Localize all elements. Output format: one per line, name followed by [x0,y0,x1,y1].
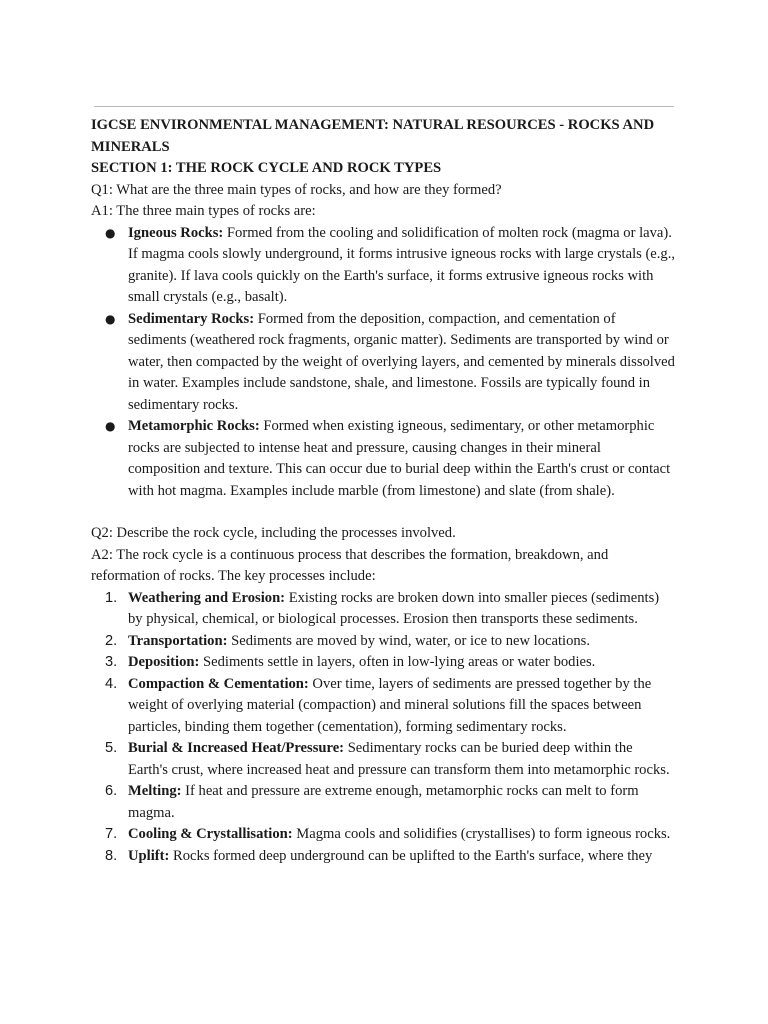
list-item [91,674,676,739]
rock-cycle-steps [91,588,676,868]
list-item [91,416,676,502]
step-number: 2. [105,632,118,649]
step-text: Sedimentary rocks can be buried deep within the Earth's crust, where increased heat and pressure can transform them into metamorphic rocks. [128,740,670,778]
step-number: 6. [105,783,118,799]
list-item [91,223,676,309]
list-item [91,652,676,674]
bullet-icon: ● [105,311,116,326]
list-item [91,631,676,653]
document-title: IGCSE ENVIRONMENTAL MANAGEMENT: NATURAL RESOURCES - ROCKS AND MINERALS [91,117,655,155]
question-2: Q2: Describe the rock cycle, including the processes involved. [91,525,456,541]
item-text: Formed from the cooling and solidification of molten rock (magma or lava). If magma cools slowly underground, it forms intrusive igneous rocks with large crystals (e.g., granite). If lava cools quickly on the Earth's surface, it forms extrusive igneous rocks with small crystals (e.g., basalt). [128,224,676,305]
step-term: Burial & Increased Heat/Pressure: [128,740,345,756]
item-term: Igneous Rocks: [128,224,224,241]
answer-2-intro: A2: The rock cycle is a continuous process that describes the formation, breakdown, and reformation of rocks. The key processes include: [91,546,609,584]
section-heading: SECTION 1: THE ROCK CYCLE AND ROCK TYPES [91,160,442,176]
list-item [91,588,676,631]
question-1: Q1: What are the three main types of rocks, and how are they formed? [91,181,502,198]
step-term: Weathering and Erosion: [128,589,286,606]
step-number: 5. [105,740,118,756]
item-term: Metamorphic Rocks: [128,418,260,434]
list-item [91,781,676,824]
step-text: Sediments are moved by wind, water, or ice to new locations. [227,632,591,649]
step-text: Magma cools and solidifies (crystallises) to form igneous rocks. [292,826,671,842]
step-term: Uplift: [128,847,170,864]
rock-types-list [91,223,676,503]
list-item [91,846,676,868]
list-item [91,824,676,846]
step-number: 1. [105,589,118,606]
item-text: Formed from the deposition, compaction, and cementation of sediments (weathered rock fragments, organic matter). Sediments are transported by wind or water, then compacted by the weight of overlying layers, and cemented by minerals dissolved in water. Examples include sandstone, shale, and limestone. Fossils are typically found in sedimentary rocks. [128,310,675,413]
step-number: 7. [105,826,118,842]
item-text: Formed when existing igneous, sedimentary, or other metamorphic rocks are subjected to intense heat and pressure, causing changes in their mineral composition and texture. This can occur due to burial deep within the Earth's crust or contact with hot magma. Examples include marble (from limestone) and slate (from shale). [128,418,671,499]
list-item [91,738,676,781]
step-text: Rocks formed deep underground can be uplifted to the Earth's surface, where they [169,847,653,864]
bullet-icon: ● [105,225,116,240]
answer-1-intro: A1: The three main types of rocks are: [91,203,316,219]
step-text: Sediments settle in layers, often in low-lying areas or water bodies. [199,654,596,670]
step-number: 3. [105,654,118,670]
step-term: Transportation: [128,632,228,649]
step-term: Compaction & Cementation: [128,675,309,692]
step-term: Melting: [128,783,182,799]
step-term: Deposition: [128,654,200,670]
item-term: Sedimentary Rocks: [128,310,255,327]
document-page [91,106,676,867]
step-text: Existing rocks are broken down into smaller pieces (sediments) by physical, chemical, or biological processes. Erosion then transports these sediments. [128,589,660,627]
bullet-icon: ● [105,419,116,433]
step-number: 8. [105,847,118,864]
step-text: If heat and pressure are extreme enough, metamorphic rocks can melt to form magma. [128,783,639,821]
step-number: 4. [105,675,118,692]
step-term: Cooling & Crystallisation: [128,826,293,842]
list-item [91,309,676,417]
step-text: Over time, layers of sediments are pressed together by the weight of overlying material (compaction) and mineral solutions fill the spaces between particles, binding them together (cementation), forming sedimentary rocks. [128,675,652,735]
